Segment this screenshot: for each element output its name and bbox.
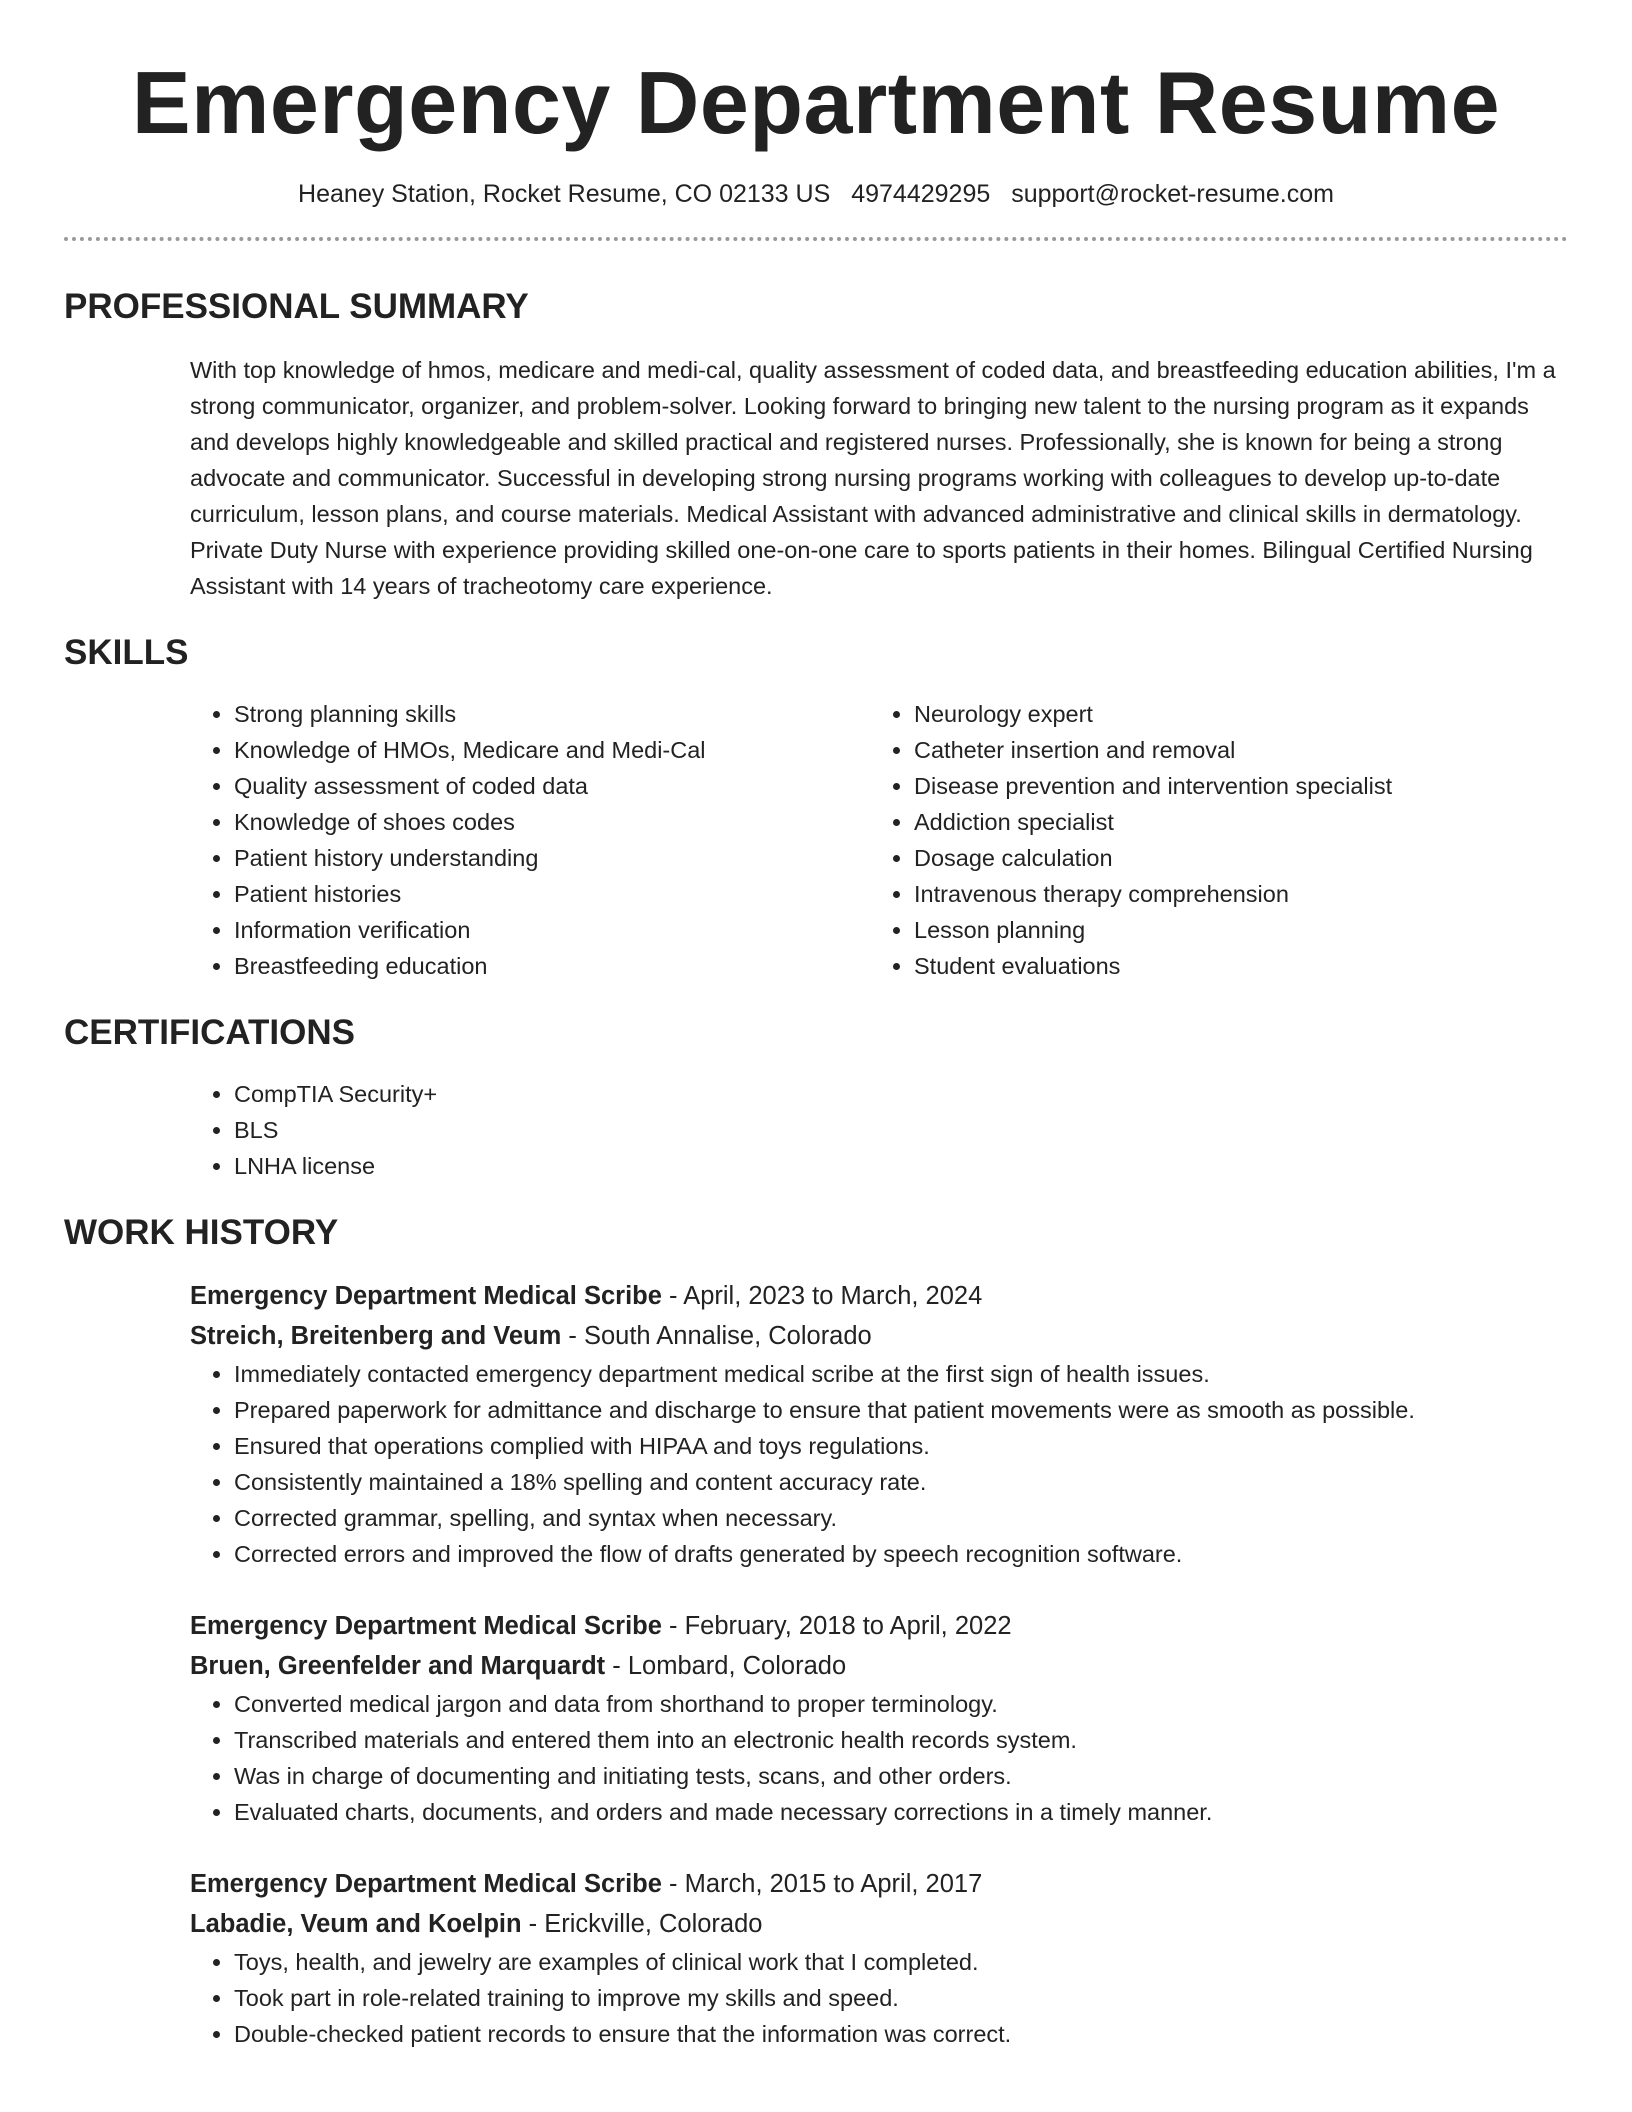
job-duty: • Ensured that operations complied with HIPAA and toys regulations.: [234, 1428, 1568, 1464]
job-dates: - March, 2015 to April, 2017: [661, 1869, 983, 1898]
job-duty: • Took part in role-related training to improve my skills and speed.: [234, 1980, 1568, 2016]
job-duty: • Transcribed materials and entered them into an electronic health records system.: [234, 1722, 1568, 1758]
job-duties-list: [190, 1356, 1568, 1572]
summary-section: [64, 286, 1568, 604]
job-entry: [190, 1864, 1568, 2052]
certification-item: • CompTIA Security+: [234, 1076, 1568, 1112]
skill-item: • Student evaluations: [914, 948, 1568, 984]
skills-heading: SKILLS: [64, 632, 189, 672]
skill-item: • Neurology expert: [914, 696, 1568, 732]
job-title-line: [190, 1864, 1568, 1904]
skill-item: • Knowledge of shoes codes: [234, 804, 870, 840]
certifications-section: [64, 1012, 1568, 1184]
job-title-line: [190, 1276, 1568, 1316]
skill-item: • Intravenous therapy comprehension: [914, 876, 1568, 912]
job-role: Emergency Department Medical Scribe: [190, 1611, 662, 1640]
contact-address: Heaney Station, Rocket Resume, CO 02133 US: [298, 179, 831, 208]
skill-item: • Patient history understanding: [234, 840, 870, 876]
job-duty: • Toys, health, and jewelry are examples of clinical work that I completed.: [234, 1944, 1568, 1980]
skills-section: [64, 632, 1568, 984]
job-company-line: [190, 1316, 1568, 1356]
job-duty: • Consistently maintained a 18% spelling and content accuracy rate.: [234, 1464, 1568, 1500]
summary-text: With top knowledge of hmos, medicare and medi-cal, quality assessment of coded data, and breastfeeding education abilities, I'm a strong communicator, organizer, and problem-solver. Looking forward to bringing new talent to the nursing program as it expands and develops highly knowledgeable and skilled practical and registered nurses. Professionally, she is known for being a strong advocate and communicator. Successful in developing strong nursing programs working with colleagues to develop up-to-date curriculum, lesson plans, and course materials. Medical Assistant with advanced administrative and clinical skills in dermatology. Private Duty Nurse with experience providing skilled one-on-one care to sports patients in their homes. Bilingual Certified Nursing Assistant with 14 years of tracheotomy care experience.: [190, 356, 1556, 599]
header-divider: [64, 237, 1568, 241]
skills-column-left: [190, 696, 870, 984]
job-duties-list: [190, 1944, 1568, 2052]
work-history-heading: WORK HISTORY: [64, 1212, 339, 1252]
resume-header: [64, 0, 1568, 241]
skill-item: • Catheter insertion and removal: [914, 732, 1568, 768]
job-duty: • Was in charge of documenting and initiating tests, scans, and other orders.: [234, 1758, 1568, 1794]
resume-title: Emergency Department Resume: [131, 53, 1501, 152]
contact-phone: 4974429295: [851, 179, 991, 208]
summary-heading: PROFESSIONAL SUMMARY: [64, 286, 529, 326]
skill-item: • Quality assessment of coded data: [234, 768, 870, 804]
skill-item: • Disease prevention and intervention specialist: [914, 768, 1568, 804]
skills-list-right: [870, 696, 1568, 984]
job-company: Streich, Breitenberg and Veum: [190, 1321, 562, 1350]
skill-item: • Addiction specialist: [914, 804, 1568, 840]
job-company-line: [190, 1904, 1568, 1944]
job-duty: • Corrected grammar, spelling, and syntax when necessary.: [234, 1500, 1568, 1536]
skill-item: • Lesson planning: [914, 912, 1568, 948]
skill-item: • Knowledge of HMOs, Medicare and Medi-Cal: [234, 732, 870, 768]
work-history-section: [64, 1212, 1568, 2052]
job-entry: [190, 1276, 1568, 1572]
certifications-list-wrap: [190, 1076, 1568, 1184]
certification-item: • LNHA license: [234, 1148, 1568, 1184]
skill-item: • Patient histories: [234, 876, 870, 912]
skill-item: • Breastfeeding education: [234, 948, 870, 984]
job-location: - Erickville, Colorado: [521, 1909, 763, 1938]
job-company-line: [190, 1646, 1568, 1686]
skill-item: • Strong planning skills: [234, 696, 870, 732]
certifications-list: [190, 1076, 1568, 1184]
certifications-heading: CERTIFICATIONS: [64, 1012, 356, 1052]
skill-item: • Dosage calculation: [914, 840, 1568, 876]
job-duty: • Double-checked patient records to ensure that the information was correct.: [234, 2016, 1568, 2052]
skills-list-left: [190, 696, 870, 984]
job-dates: - February, 2018 to April, 2022: [661, 1611, 1012, 1640]
job-dates: - April, 2023 to March, 2024: [661, 1281, 983, 1310]
job-duties-list: [190, 1686, 1568, 1830]
job-duty: • Evaluated charts, documents, and orders and made necessary corrections in a timely manner.: [234, 1794, 1568, 1830]
job-role: Emergency Department Medical Scribe: [190, 1869, 662, 1898]
job-company: Labadie, Veum and Koelpin: [190, 1909, 522, 1938]
job-company: Bruen, Greenfelder and Marquardt: [190, 1651, 606, 1680]
contact-line: [64, 179, 1568, 209]
skills-column-right: [870, 696, 1568, 984]
job-duty: • Immediately contacted emergency department medical scribe at the first sign of health issues.: [234, 1356, 1568, 1392]
contact-email: support@rocket-resume.com: [1011, 179, 1334, 208]
job-entry: [190, 1606, 1568, 1830]
skills-columns: [190, 696, 1568, 984]
certification-item: • BLS: [234, 1112, 1568, 1148]
job-duty: • Prepared paperwork for admittance and discharge to ensure that patient movements were as smooth as possible.: [234, 1392, 1568, 1428]
job-location: - Lombard, Colorado: [605, 1651, 847, 1680]
job-role: Emergency Department Medical Scribe: [190, 1281, 662, 1310]
job-title-line: [190, 1606, 1568, 1646]
job-location: - South Annalise, Colorado: [561, 1321, 872, 1350]
job-duty: • Converted medical jargon and data from shorthand to proper terminology.: [234, 1686, 1568, 1722]
skill-item: • Information verification: [234, 912, 870, 948]
job-duty: • Corrected errors and improved the flow of drafts generated by speech recognition software.: [234, 1536, 1568, 1572]
